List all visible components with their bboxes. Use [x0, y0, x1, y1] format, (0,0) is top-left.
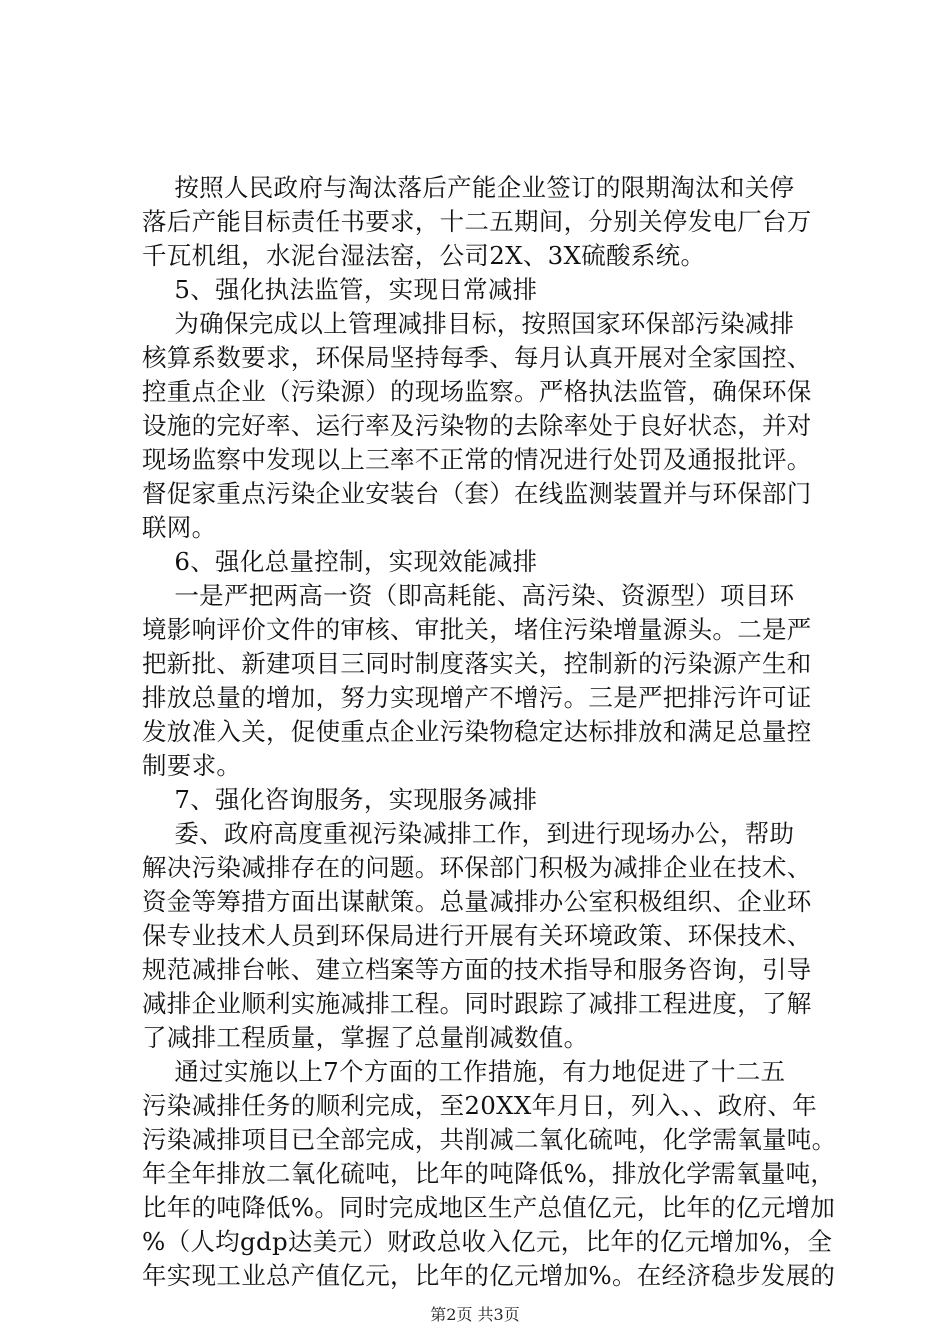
body-line-21: 解决污染减排存在的问题。环保部门积极为减排企业在技术、: [142, 853, 812, 882]
page-number: 第2页 共3页: [430, 1305, 520, 1324]
body-line-15: 把新批、新建项目三同时制度落实关，控制新的污染源产生和: [142, 649, 812, 678]
body-line-20: 委、政府高度重视污染减排工作，到进行现场办公，帮助: [142, 819, 795, 848]
body-line-32: %（人均gdp达美元）财政总收入亿元，比年的亿元增加%，全: [142, 1227, 833, 1256]
section-heading-5: 5、强化执法监管，实现日常减排: [142, 275, 538, 304]
body-line-17: 发放准入关，促使重点企业污染物稳定达标排放和满足总量控: [142, 717, 812, 746]
body-line-9: 现场监察中发现以上三率不正常的情况进行处罚及通报批评。: [142, 445, 812, 474]
body-line-31: 比年的吨降低%。同时完成地区生产总值亿元，比年的亿元增加: [142, 1193, 836, 1222]
section-heading-7: 7、强化咨询服务，实现服务减排: [142, 785, 538, 814]
body-line-23: 保专业技术人员到环保局进行开展有关环境政策、环保技术、: [142, 921, 812, 950]
body-line-18: 制要求。: [142, 751, 242, 780]
body-line-25: 减排企业顺利实施减排工程。同时跟踪了减排工程进度，了解: [142, 989, 812, 1018]
body-line-1: 按照人民政府与淘汰落后产能企业签订的限期淘汰和关停: [142, 173, 795, 202]
body-line-22: 资金等筹措方面出谋献策。总量减排办公室积极组织、企业环: [142, 887, 812, 916]
body-line-2: 落后产能目标责任书要求，十二五期间，分别关停发电厂台万: [142, 207, 812, 236]
body-line-8: 设施的完好率、运行率及污染物的去除率处于良好状态，并对: [142, 411, 812, 440]
body-line-13: 一是严把两高一资（即高耗能、高污染、资源型）项目环: [142, 581, 795, 610]
body-line-6: 核算系数要求，环保局坚持每季、每月认真开展对全家国控、: [142, 343, 812, 372]
page-footer: [0, 1305, 950, 1325]
body-line-29: 污染减排项目已全部完成，共削减二氧化硫吨，化学需氧量吨。: [142, 1125, 837, 1154]
body-line-11: 联网。: [142, 513, 217, 542]
body-line-3: 千瓦机组，水泥台湿法窑，公司2X、3X硫酸系统。: [142, 241, 706, 270]
body-line-27: 通过实施以上7个方面的工作措施，有力地促进了十二五: [142, 1057, 786, 1086]
body-line-14: 境影响评价文件的审核、审批关，堵住污染增量源头。二是严: [142, 615, 812, 644]
body-line-28: 污染减排任务的顺利完成，至20XX年月日，列入、、政府、年: [142, 1091, 818, 1120]
section-heading-6: 6、强化总量控制，实现效能减排: [142, 547, 538, 576]
body-line-24: 规范减排台帐、建立档案等方面的技术指导和服务咨询，引导: [142, 955, 812, 984]
body-line-10: 督促家重点污染企业安装台（套）在线监测装置并与环保部门: [142, 479, 812, 508]
body-line-7: 控重点企业（污染源）的现场监察。严格执法监管，确保环保: [142, 377, 812, 406]
body-line-5: 为确保完成以上管理减排目标，按照国家环保部污染减排: [142, 309, 795, 338]
body-line-16: 排放总量的增加，努力实现增产不增污。三是严把排污许可证: [142, 683, 812, 712]
body-line-30: 年全年排放二氧化硫吨，比年的吨降低%，排放化学需氧量吨，: [142, 1159, 836, 1188]
body-line-33: 年实现工业总产值亿元，比年的亿元增加%。在经济稳步发展的: [142, 1261, 836, 1290]
body-line-26: 了减排工程质量，掌握了总量削减数值。: [142, 1023, 589, 1052]
